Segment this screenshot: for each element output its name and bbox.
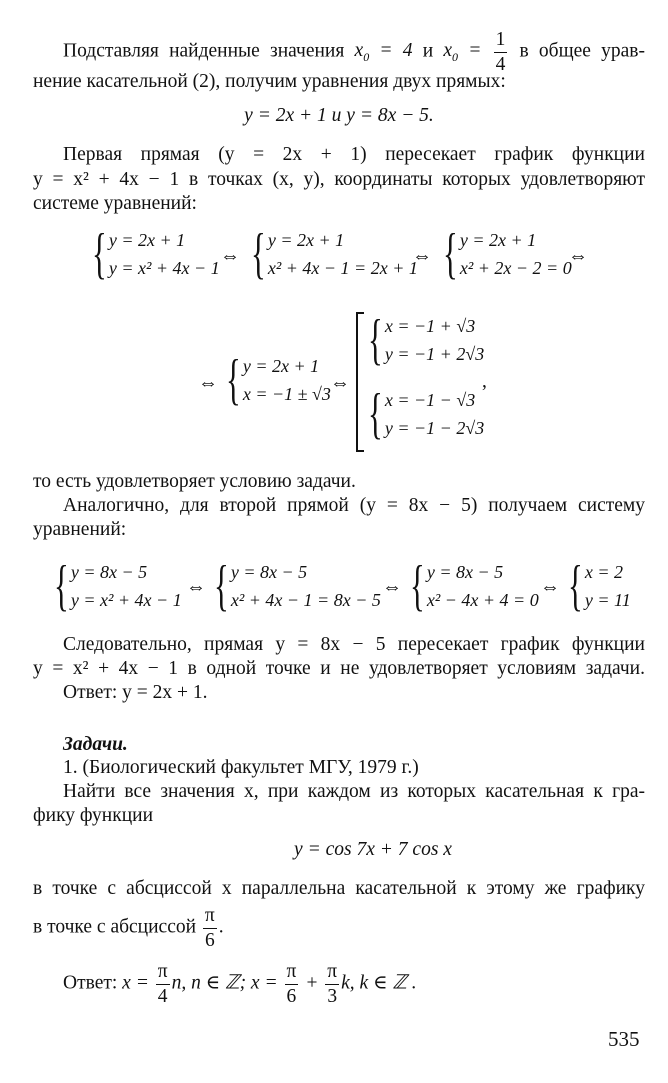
equation-system: { y = 2x + 1 y = x² + 4x − 1: [92, 223, 220, 285]
equation-system: { y = 8x − 5 x² + 4x − 1 = 8x − 5: [214, 555, 381, 617]
equation-system: { x = −1 + √3 y = −1 + 2√3: [368, 309, 485, 371]
text-line: в точке с абсциссой x параллельна касательной к этому же графику: [33, 878, 645, 899]
fraction-pi-over-4: $\frac{\pi}{4}$: [157, 961, 168, 1007]
text-line: фику функции: [33, 805, 154, 826]
fraction-one-quarter: $\frac{1}{4}$: [495, 29, 506, 75]
equation-lines: y = 2x + 1 и y = 8x − 5.: [244, 105, 434, 126]
text-line: Первая прямая (y = 2x + 1) пересекает график функции: [63, 144, 645, 165]
equivalence-sign: ⇔: [568, 245, 588, 267]
equivalence-sign: ⇔: [540, 576, 560, 598]
answer-line: Ответ: y = 2x + 1.: [63, 682, 208, 703]
text-line: нение касательной (2), получим уравнения двух прямых:: [33, 71, 506, 92]
text-line: уравнений:: [33, 519, 127, 540]
text-line: в точке с абсциссой $\frac{\pi}{6}$ .: [33, 905, 224, 951]
equation-system: { x = 2 y = 11: [568, 555, 631, 617]
fraction-pi-over-6: $\frac{\pi}{6}$: [204, 905, 215, 951]
equivalence-sign: ⇔: [198, 372, 218, 394]
equation-system: { y = 2x + 1 x = −1 ± √3: [226, 349, 331, 411]
text-line: y = x² + 4x − 1 в точках (x, y), координаты которых удовлетворяют: [33, 169, 645, 190]
task-source: 1. (Биологический факультет МГУ, 1979 г.): [63, 757, 419, 778]
fraction-pi-over-3: $\frac{\pi}{3}$: [327, 961, 338, 1007]
text-line: Найти все значения x, при каждом из которых касательная к гра-: [63, 781, 645, 802]
equation-system: { y = 8x − 5 x² − 4x + 4 = 0: [410, 555, 539, 617]
text-line: то есть удовлетворяет условию задачи.: [33, 471, 356, 492]
fraction-pi-over-6: $\frac{\pi}{6}$: [286, 961, 297, 1007]
equation-system: { y = 2x + 1 x² + 4x − 1 = 2x + 1: [251, 223, 418, 285]
equation-system: { y = 2x + 1 x² + 2x − 2 = 0: [443, 223, 572, 285]
equation-system: { y = 8x − 5 y = x² + 4x − 1: [54, 555, 182, 617]
equivalence-sign: ⇔: [330, 372, 350, 394]
text-line: системе уравнений:: [33, 193, 197, 214]
equivalence-sign: ⇔: [186, 576, 206, 598]
function-equation: y = cos 7x + 7 cos x: [294, 839, 452, 860]
section-heading: Задачи.: [63, 734, 128, 755]
task-answer: Ответ: x = $\frac{\pi}{4}$ n, n ∈ ℤ; x = $\frac{\pi}{6}$ + $\frac{\pi}{3}$ k, k ∈ ℤ .: [63, 961, 417, 1007]
equivalence-sign: ⇔: [382, 576, 402, 598]
text-line: Подставляя найденные значения $x_0 = 4$ и $x_0$ = $\frac{1}{4}$ в общее урав-: [63, 29, 645, 75]
page-number: 535: [608, 1027, 640, 1051]
text-line: y = x² + 4x − 1 в одной точке и не удовлетворяет условиям задачи.: [33, 658, 645, 679]
text-line: Аналогично, для второй прямой (y = 8x − 5) получаем систему: [63, 495, 645, 516]
equivalence-sign: ⇔: [220, 245, 240, 267]
equivalence-sign: ⇔: [412, 245, 432, 267]
comma: ,: [482, 371, 487, 392]
equation-system: { x = −1 − √3 y = −1 − 2√3: [368, 383, 485, 445]
text-line: Следовательно, прямая y = 8x − 5 пересекает график функции: [63, 634, 645, 655]
